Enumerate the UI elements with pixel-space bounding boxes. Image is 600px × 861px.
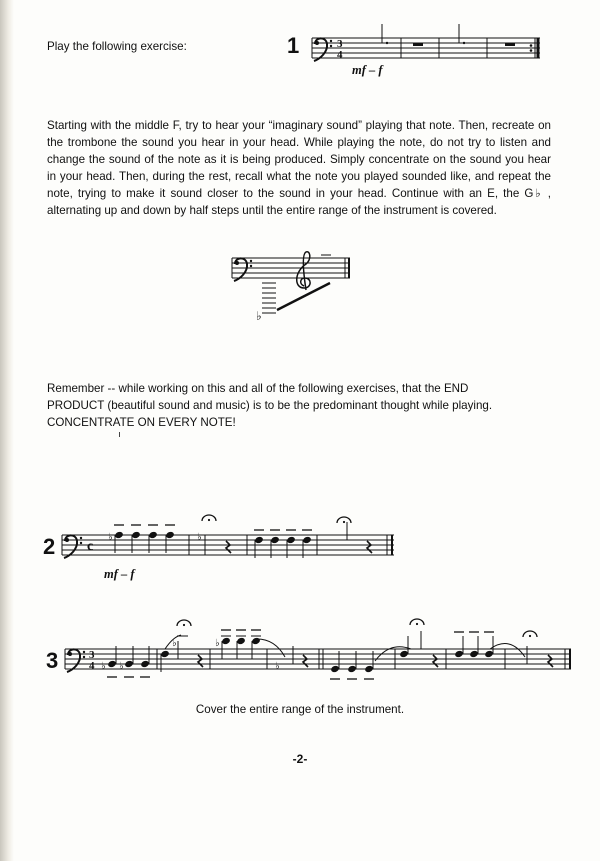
reminder-line-3: CONCENTRATE ON EVERY NOTE! [47,416,236,430]
quarter-rest-icon [548,655,553,667]
svg-text:♭: ♭ [275,661,280,672]
low-flat-note [256,309,274,323]
measure-1-notes [108,525,175,553]
svg-text:♭: ♭ [101,661,106,672]
ex3-measure-7 [454,632,494,658]
half-rest-2 [505,43,515,46]
page-binding-shadow [0,0,14,861]
svg-text:3: 3 [89,649,95,661]
svg-text:♭: ♭ [215,638,220,649]
treble-clef-icon [297,252,310,290]
svg-text:♭: ♭ [172,638,177,649]
quarter-rest-icon [303,655,308,667]
exercise-1-staff [312,30,547,70]
exercise-3-staff [65,638,577,681]
dynamic-marking-2: mf – f [104,567,135,581]
svg-text:♭: ♭ [108,532,113,543]
half-rest-1 [413,43,423,46]
reminder-line-1: Remember -- while working on this and all of the following exercises, that the END [47,382,469,395]
ex3-measure-5 [330,651,374,679]
instructions-paragraph: Starting with the middle F, try to hear your “imaginary sound” playing that note. Then, recreate on the trombone the sound you hear in your head. While playing the note, do not try to listen and change the sound of the note as it is being produced. Simply concentrate on the sound you hear in your head. Then, during the rest, recall what the note you played sounded like, and repeat the note, trying to make it sound closer to the sound in your head. Continue with an E, the G♭ , alternating up and down by half steps until the entire range of the instrument is covered. [47,119,551,218]
common-time-icon: c [87,539,94,554]
dotted-half-note-2 [450,24,465,47]
instruction-text: Play the following exercise: [47,40,187,53]
ledger-lines-low [262,283,276,313]
quarter-rest-icon [433,655,438,667]
ex3-measure-4 [257,639,308,672]
quarter-rest-icon [367,541,372,553]
range-diagram [232,250,362,330]
svg-text:♭: ♭ [256,309,262,323]
time-signature-bottom: 4 [337,49,343,61]
exercise-number-3: 3 [46,648,59,673]
page-number: -2- [292,752,308,766]
exercise-number-2: 2 [43,534,56,559]
glissando-line [277,283,330,310]
stray-mark [119,432,120,437]
measure-3-notes [254,530,312,558]
ex3-measure-8 [490,631,553,669]
time-signature-top: 3 [337,38,343,50]
quarter-rest-icon [198,655,203,667]
quarter-rest-icon [226,541,231,553]
dynamic-marking-1: mf – f [352,63,383,77]
svg-text:4: 4 [89,660,95,672]
exercise-number-1: 1 [287,33,300,58]
cover-range-text: Cover the entire range of the instrument. [195,703,405,716]
ex3-measure-3 [215,630,261,659]
svg-text:♭: ♭ [119,661,124,672]
ex3-measure-6 [375,619,438,667]
dotted-half-note-1 [373,24,388,47]
svg-text:♭: ♭ [197,532,202,543]
reminder-line-2: PRODUCT (beautiful sound and music) is to be the predominant thought while playing. [47,399,493,413]
exercise-2-staff [62,527,402,567]
ex3-measure-1 [101,646,150,677]
reminder-paragraph [47,380,551,431]
